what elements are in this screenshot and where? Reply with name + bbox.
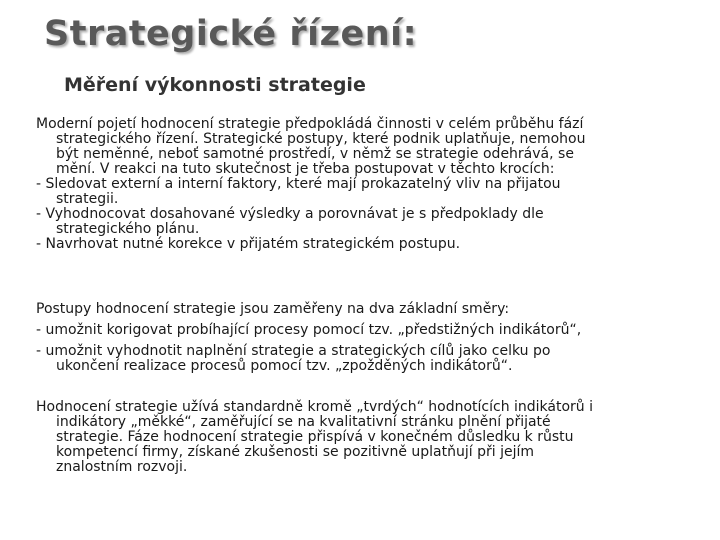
- text-line: indikátory „měkké“, zaměřující se na kvalitativní stránku plnění přijaté: [56, 414, 551, 430]
- paragraph-indicators: [36, 400, 691, 475]
- text-line: být neměnné, neboť samotné prostředí, v němž se strategie odehrává, se: [56, 146, 574, 162]
- text-line: znalostním rozvoji.: [56, 459, 188, 475]
- text-line: strategického řízení. Strategické postupy, které podnik uplatňuje, nemohou: [56, 131, 586, 147]
- text-line: kompetencí firmy, získané zkušenosti se pozitivně uplatňují při jejím: [56, 444, 534, 460]
- bullet-item: - umožnit vyhodnotit naplnění strategie a strategických cílů jako celku po: [36, 343, 551, 359]
- text-line: Moderní pojetí hodnocení strategie předpokládá činnosti v celém průběhu fází: [36, 116, 584, 132]
- bullet-item: - Vyhodnocovat dosahované výsledky a porovnávat je s předpoklady dle: [36, 206, 544, 222]
- text-line: mění. V reakci na tuto skutečnost je třeba postupovat v těchto krocích:: [56, 161, 555, 177]
- paragraph-evaluation-directions: [36, 302, 691, 374]
- bullet-continuation: ukončení realizace procesů pomocí tzv. „zpožděných indikátorů“.: [56, 358, 513, 374]
- text-line: Postupy hodnocení strategie jsou zaměřeny na dva základní směry:: [36, 301, 510, 317]
- slide-title: Strategické řízení:: [44, 14, 418, 54]
- bullet-item: - umožnit korigovat probíhající procesy pomocí tzv. „předstižných indikátorů“,: [36, 322, 582, 338]
- bullet-continuation: strategického plánu.: [56, 221, 200, 237]
- paragraph-evaluation-concept: [36, 117, 691, 252]
- bullet-item: - Navrhovat nutné korekce v přijatém strategickém postupu.: [36, 236, 461, 252]
- bullet-continuation: strategii.: [56, 191, 119, 207]
- bullet-item: - Sledovat externí a interní faktory, které mají prokazatelný vliv na přijatou: [36, 176, 561, 192]
- text-line: Hodnocení strategie užívá standardně kromě „tvrdých“ hodnotících indikátorů i: [36, 399, 594, 415]
- slide-subtitle: Měření výkonnosti strategie: [64, 74, 366, 96]
- text-line: strategie. Fáze hodnocení strategie přispívá v konečném důsledku k růstu: [56, 429, 574, 445]
